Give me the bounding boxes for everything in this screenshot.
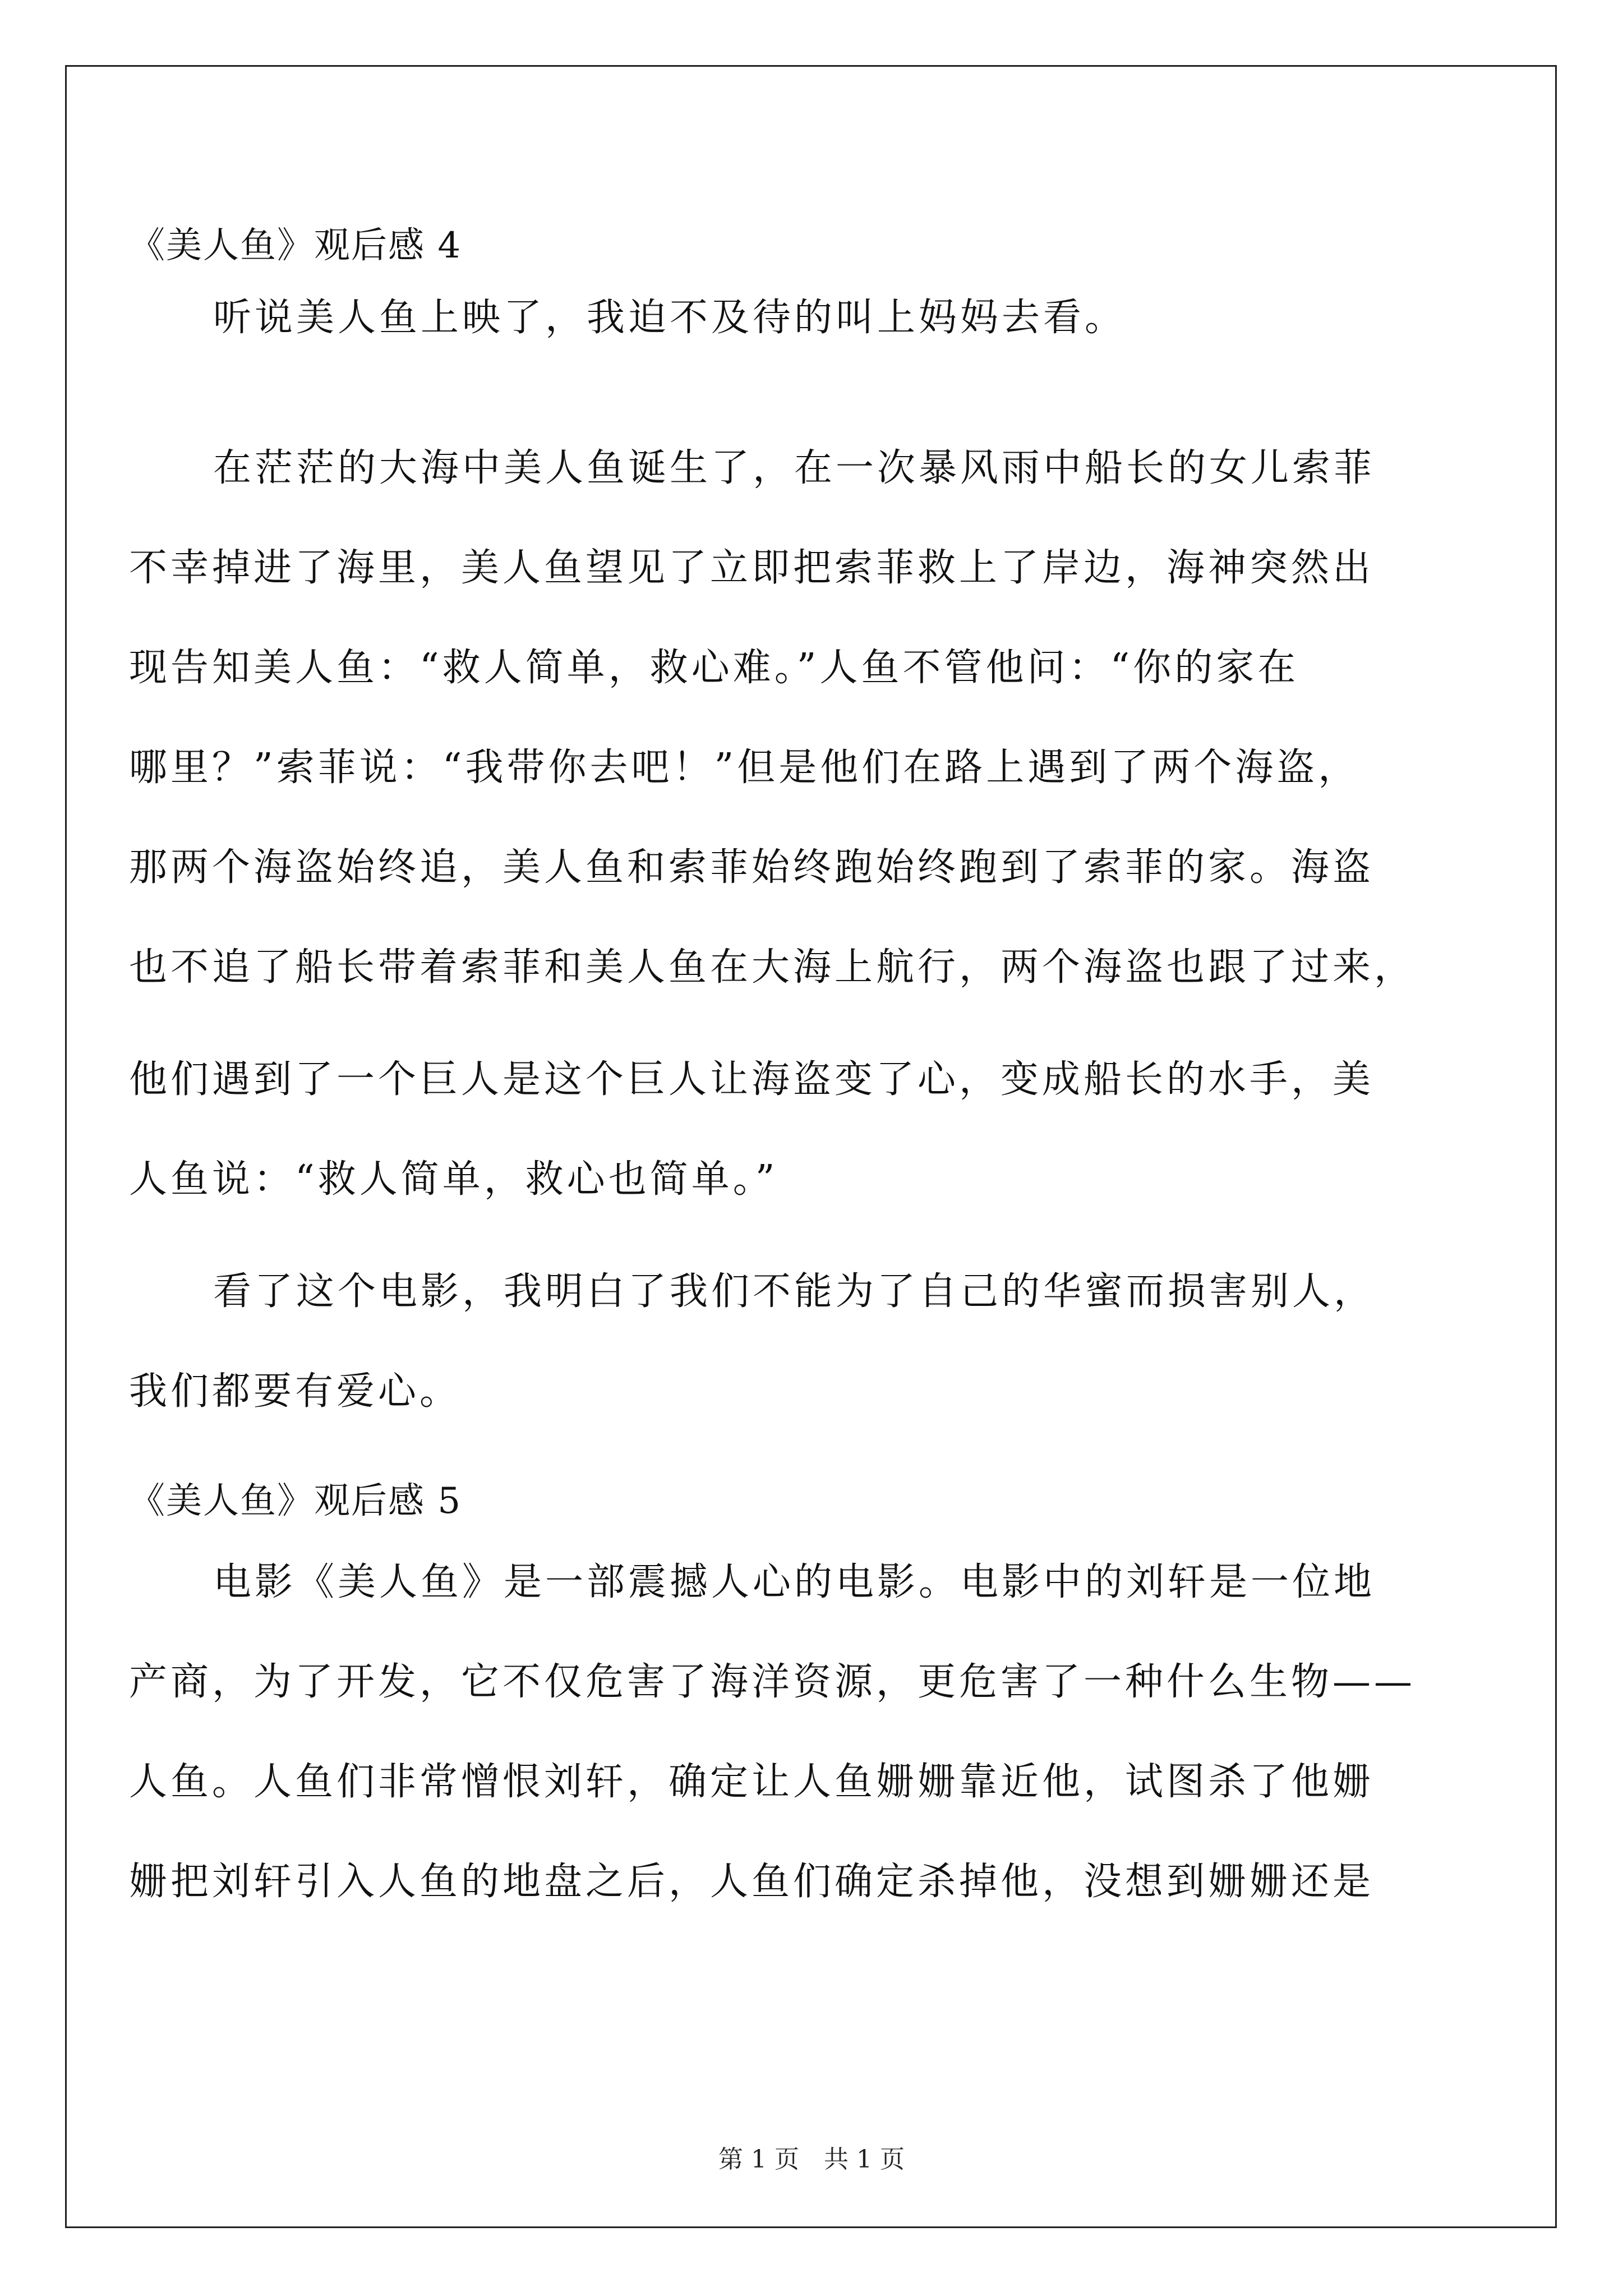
- paragraph-line: 听说美人鱼上映了，我迫不及待的叫上妈妈去看。: [213, 296, 1127, 340]
- paragraph-line: 我们都要有爱心。: [129, 1369, 462, 1414]
- section-title: 《美人鱼》观后感 4: [129, 225, 462, 266]
- paragraph-line: 不幸掉进了海里，美人鱼望见了立即把索菲救上了岸边，海神突然出: [129, 546, 1375, 590]
- paragraph-line: 他们遇到了一个巨人是这个巨人让海盗变了心，变成船长的水手，美: [129, 1057, 1375, 1102]
- paragraph-line: 姗把刘轩引入人鱼的地盘之后，人鱼们确定杀掉他，没想到姗姗还是: [129, 1860, 1375, 1904]
- paragraph-line: 哪里？”索菲说：“我带你去吧！”但是他们在路上遇到了两个海盗，: [129, 746, 1360, 790]
- paragraph-line: 人鱼。人鱼们非常憎恨刘轩，确定让人鱼姗姗靠近他，试图杀了他姗: [129, 1760, 1375, 1804]
- paragraph-line: 看了这个电影，我明白了我们不能为了自己的华蜜而损害别人，: [213, 1269, 1376, 1314]
- paragraph-line: 现告知美人鱼：“救人简单，救心难。”人鱼不管他问：“你的家在: [129, 646, 1299, 690]
- section-title: 《美人鱼》观后感 5: [129, 1480, 462, 1522]
- paragraph-line: 也不追了船长带着索菲和美人鱼在大海上航行，两个海盗也跟了过来，: [129, 945, 1416, 990]
- paragraph-line: 产商，为了开发，它不仅危害了海洋资源，更危害了一种什么生物——: [129, 1660, 1416, 1704]
- paragraph-line: 电影《美人鱼》是一部震撼人心的电影。电影中的刘轩是一位地: [213, 1560, 1376, 1604]
- paragraph-line: 在茫茫的大海中美人鱼诞生了，在一次暴风雨中船长的女儿索菲: [213, 446, 1376, 490]
- paragraph-line: 那两个海盗始终追，美人鱼和索菲始终跑始终跑到了索菲的家。海盗: [129, 845, 1375, 890]
- paragraph-line: 人鱼说：“救人简单，救心也简单。”: [129, 1157, 778, 1202]
- page-footer: 第 1 页 共 1 页: [718, 2145, 905, 2174]
